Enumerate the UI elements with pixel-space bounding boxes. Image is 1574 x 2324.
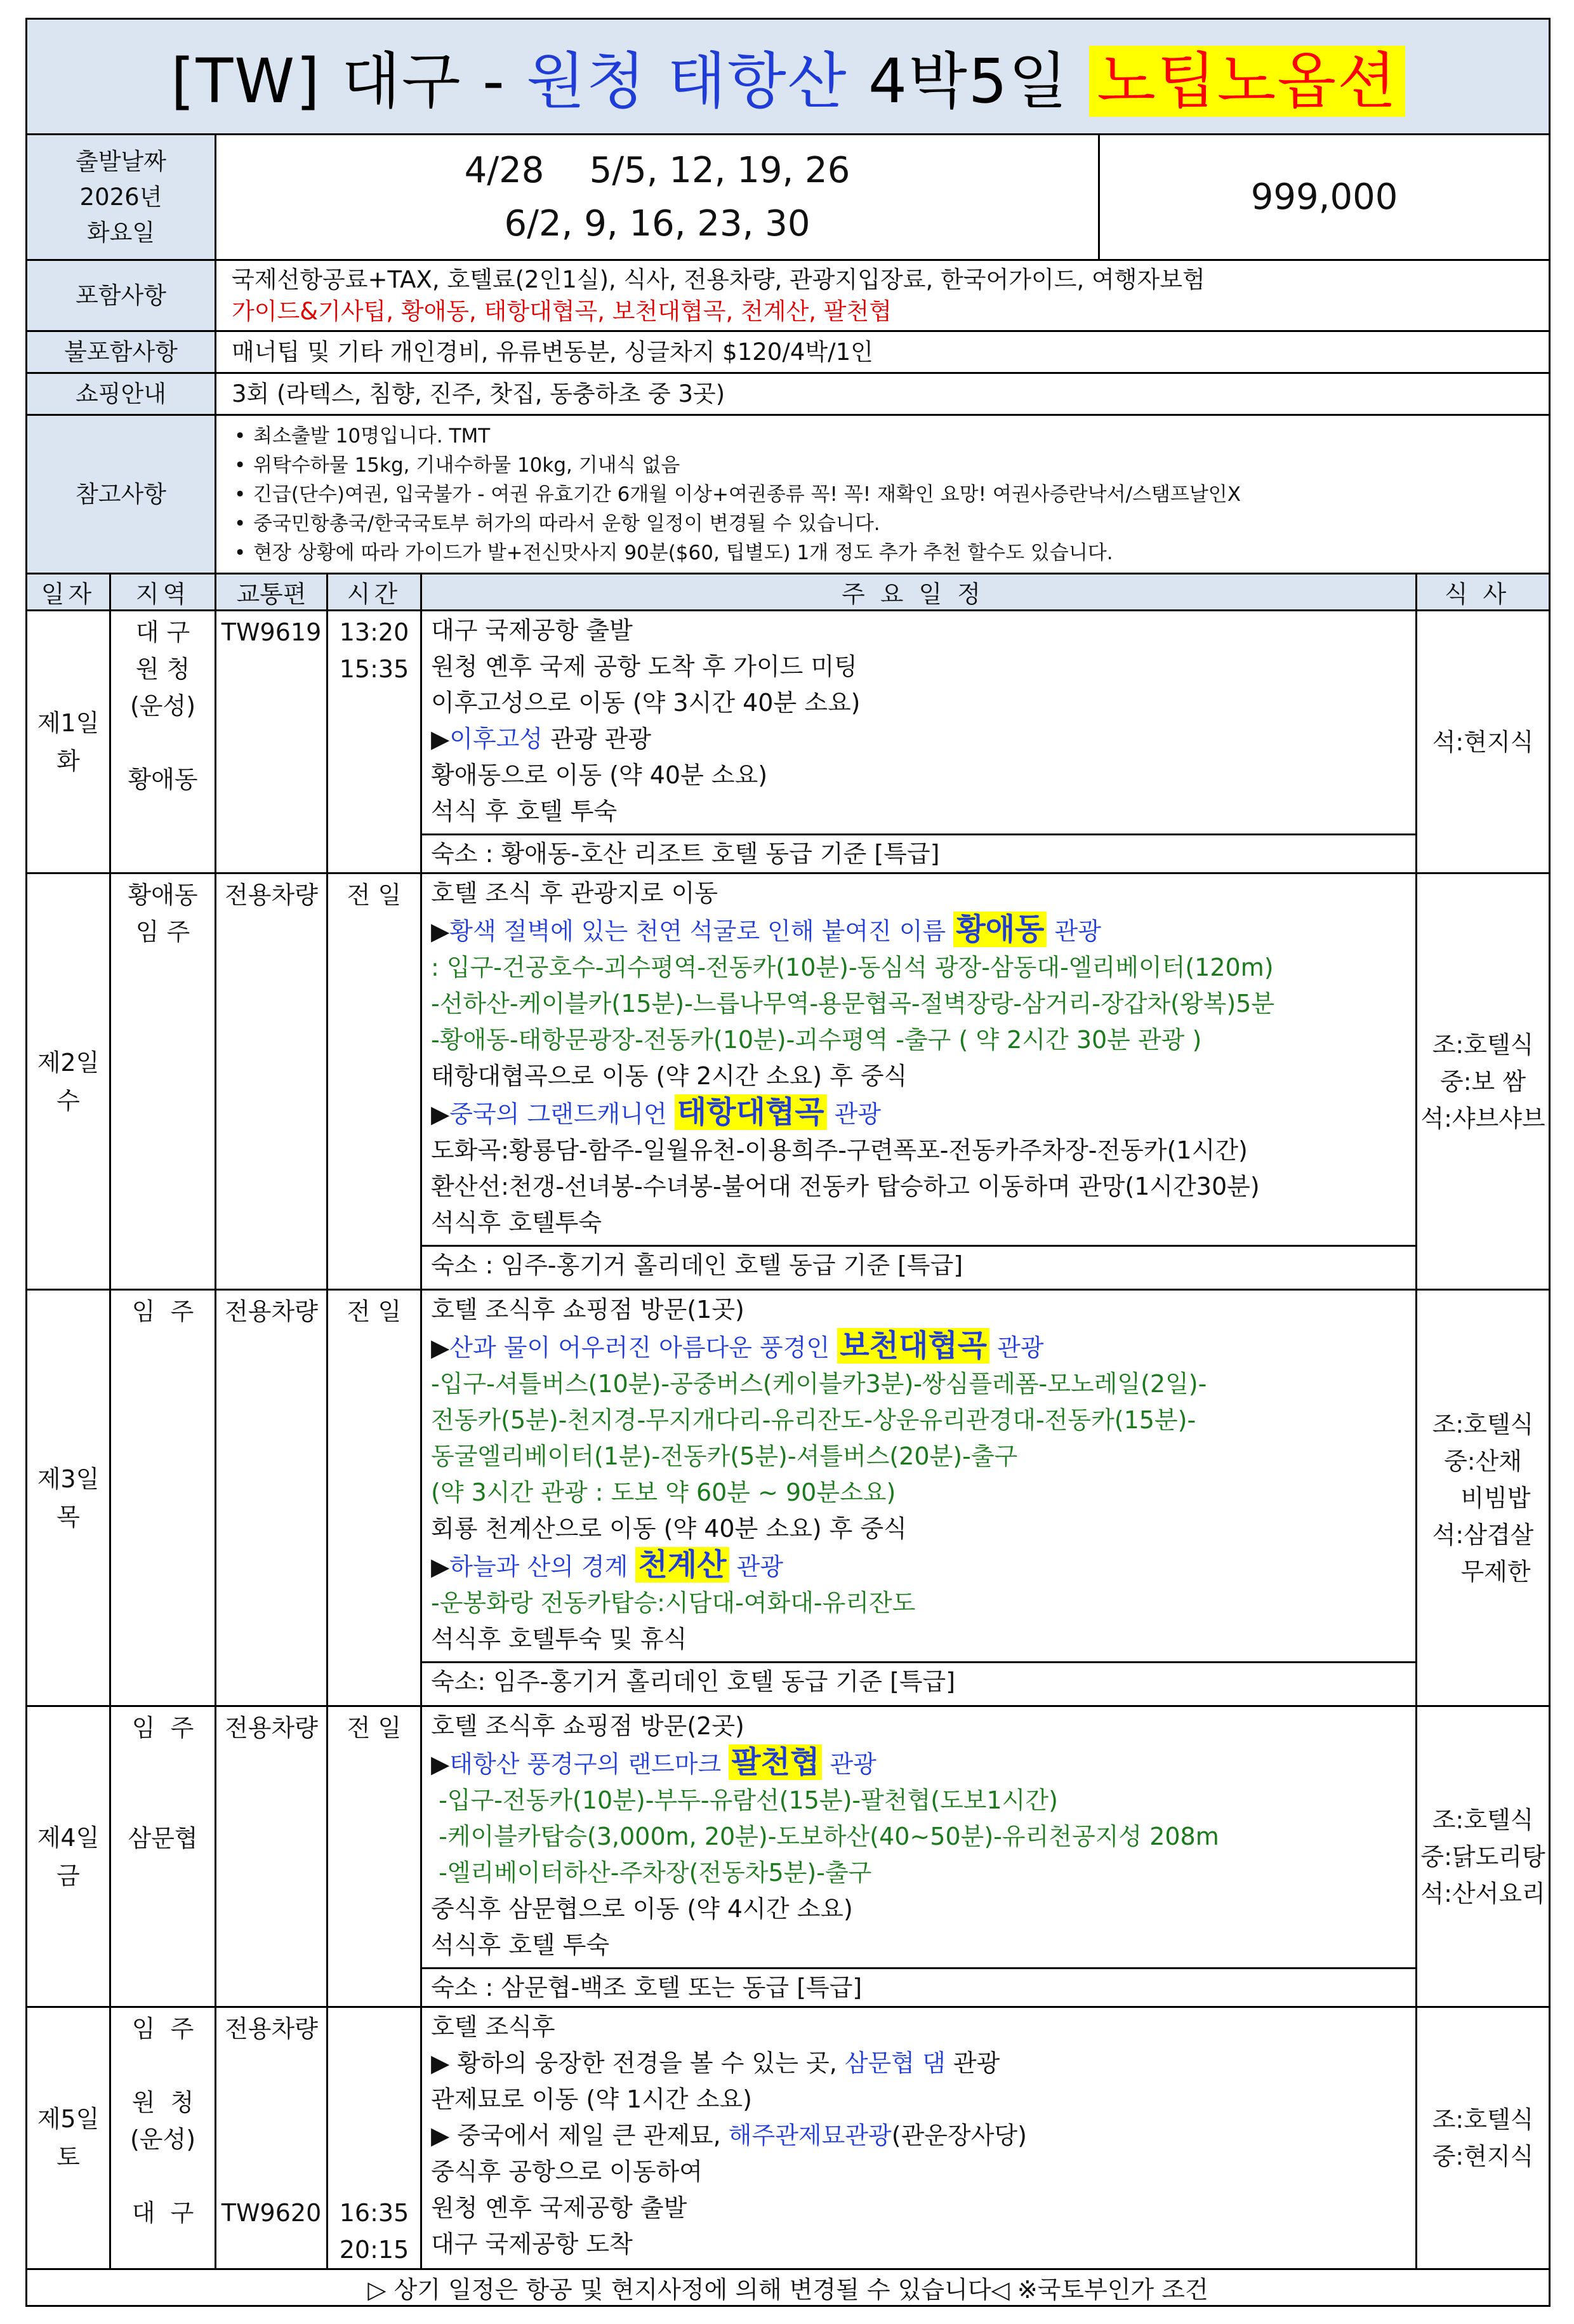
schedule-text: 관광	[1047, 917, 1101, 945]
day-3-transport: 전용차량	[216, 1290, 327, 1706]
hotel-info: 숙소 : 황애동-호산 리조트 호텔 동급 기준 [특급]	[422, 833, 1415, 872]
meal-item: 조:호텔식	[1432, 1030, 1534, 1059]
schedule-line: 이후고성으로 이동 (약 3시간 40분 소요)	[431, 689, 861, 717]
schedule-line: 환산선:천갱-선녀봉-수녀봉-불어대 전동카 탑승하고 이동하며 관망(1시간30분)	[431, 1172, 1260, 1200]
shopping-text: 3회 (라텍스, 침향, 진주, 찻집, 동충하초 중 3곳)	[216, 373, 1550, 415]
schedule-line: 석식후 호텔 투숙	[431, 1931, 610, 1959]
col-header-day: 일자	[27, 574, 110, 611]
day-3	[27, 1290, 110, 1706]
region-name: 임 주	[131, 1298, 194, 1325]
schedule-line: 중식후 삼문협으로 이동 (약 4시간 소요)	[431, 1895, 853, 1923]
region-name: 황애동	[128, 881, 198, 909]
departure-label-line: 화요일	[86, 218, 155, 246]
day-2-meal	[1417, 873, 1550, 1290]
transport-item: 전용차량	[225, 2015, 318, 2043]
hotel-info: 숙소 : 삼문협-백조 호텔 또는 동급 [특급]	[422, 1967, 1415, 2006]
schedule-line: 호텔 조식후 쇼핑점 방문(1곳)	[431, 1296, 744, 1324]
route-line: 동굴엘리베이터(1분)-전동카(5분)-셔틀버스(20분)-출구	[431, 1442, 1018, 1470]
schedule-text: 관광 관광	[543, 725, 652, 753]
attraction-desc: 산과 물이 어우러진 아름다운 풍경인	[449, 1334, 838, 1362]
schedule-line	[431, 1094, 1406, 1132]
day-4-time: 전 일	[327, 1706, 421, 2007]
schedule-text: 관광	[729, 1553, 784, 1581]
day-2-transport: 전용차량	[216, 873, 327, 1290]
region-name: 임 주	[135, 918, 190, 946]
meal-item: 조:호텔식	[1432, 1410, 1534, 1438]
day-5	[27, 2007, 110, 2269]
included-text	[216, 260, 1550, 331]
day-2-region	[110, 873, 216, 1290]
schedule-text: 관광	[822, 1750, 876, 1778]
route-line: -입구-셔틀버스(10분)-공중버스(케이블카3분)-쌍심플레폼-모노레일(2일)-	[431, 1370, 1207, 1398]
region-name: 삼문협	[128, 1824, 198, 1852]
departure-label	[27, 135, 216, 260]
note-item: • 최소출발 10명입니다. TMT	[232, 422, 1549, 451]
route-line: 전동카(5분)-천지경-무지개다리-유리잔도-상운유리관경대-전동카(15분)-	[431, 1406, 1196, 1434]
schedule-line	[431, 1547, 1406, 1585]
meal-item: 조:호텔식	[1432, 2106, 1534, 2134]
attraction-desc: 중국의 그랜드캐니언	[449, 1100, 675, 1128]
col-header-main: 주요일정	[421, 574, 1417, 611]
schedule-line: 회룡 천계산으로 이동 (약 40분 소요) 후 중식	[431, 1515, 907, 1543]
day-weekday: 토	[56, 2143, 80, 2171]
route-line: -황애동-태항문광장-전동카(10분)-괴수평역 -출구 ( 약 2시간 30분 관광 )	[431, 1026, 1202, 1054]
attraction-desc: 태항산 풍경구의 랜드마크	[449, 1750, 729, 1778]
footer-note: ▷ 상기 일정은 항공 및 현지사정에 의해 변경될 수 있습니다◁ ※국토부인가 조건	[27, 2269, 1550, 2306]
itinerary-sheet	[25, 18, 1549, 2303]
schedule-text: (관운장사당)	[891, 2121, 1027, 2149]
included-line-highlight: 가이드&기사팁, 황애동, 태항대협곡, 보천대협곡, 천계산, 팔천협	[232, 297, 892, 325]
meal-item: 석:현지식	[1432, 727, 1534, 756]
meal-item: 비빔밥	[1460, 1484, 1531, 1512]
schedule-line: 원청 옌후 국제공항 출발	[431, 2194, 687, 2222]
arrow-icon: ▶	[431, 1100, 450, 1128]
arrow-icon: ▶	[431, 1750, 450, 1778]
meal-item: 석:삼겹살	[1432, 1520, 1534, 1549]
day-1	[27, 611, 110, 873]
departure-label-line: 2026년	[79, 183, 162, 211]
attraction-name: 해주관제묘관광	[728, 2121, 892, 2149]
day-2	[27, 873, 110, 1290]
itinerary-table	[25, 18, 1551, 2307]
schedule-text: ▶ 중국에서 제일 큰 관제묘,	[431, 2121, 729, 2149]
day-4-schedule	[421, 1706, 1417, 2007]
day-5-meal	[1417, 2007, 1550, 2269]
day-2-time: 전 일	[327, 873, 421, 1290]
schedule-line: 원청 옌후 국제 공항 도착 후 가이드 미팅	[431, 653, 857, 681]
title-destination: 원청 태항산	[526, 46, 848, 117]
region-name: (운성)	[129, 692, 196, 720]
attraction-highlight: 천계산	[635, 1547, 729, 1583]
schedule-line: 석식후 호텔투숙	[431, 1209, 602, 1237]
day-1-region	[110, 611, 216, 873]
route-line: : 입구-건공호수-괴수평역-전동카(10분)-동심석 광장-삼동대-엘리베이터(120m)	[431, 953, 1274, 981]
day-4-transport: 전용차량	[216, 1706, 327, 2007]
attraction-highlight: 팔천협	[729, 1744, 822, 1780]
attraction-highlight: 태항대협곡	[675, 1094, 827, 1130]
schedule-line: 석식 후 호텔 투숙	[431, 797, 618, 825]
title-badge: 노팁노옵션	[1089, 46, 1405, 117]
day-number: 제2일	[37, 1048, 100, 1077]
meal-item: 중:닭도리탕	[1420, 1842, 1545, 1871]
meal-item: 석:샤브샤브	[1420, 1104, 1545, 1132]
price: 999,000	[1099, 135, 1550, 260]
schedule-text: 관광	[989, 1334, 1044, 1362]
col-header-region: 지역	[110, 574, 216, 611]
day-5-transport	[216, 2007, 327, 2269]
col-header-meal: 식사	[1417, 574, 1550, 611]
attraction-desc: 황색 절벽에 있는 천연 석굴로 인해 붙여진 이름	[449, 917, 954, 945]
region-name: 임 주	[131, 2015, 194, 2043]
day-number: 제1일	[37, 708, 100, 737]
arrow-icon: ▶	[431, 725, 450, 753]
excluded-label: 불포함사항	[27, 331, 216, 373]
day-4-region	[110, 1706, 216, 2007]
day-1-transport: TW9619	[216, 611, 327, 873]
flight-number: TW9620	[221, 2199, 322, 2227]
schedule-line	[431, 912, 1406, 950]
col-header-time: 시간	[327, 574, 421, 611]
day-2-schedule	[421, 873, 1417, 1290]
day-4-meal	[1417, 1706, 1550, 2007]
schedule-line: 중식후 공항으로 이동하여	[431, 2158, 703, 2186]
included-line: 국제선항공료+TAX, 호텔료(2인1실), 식사, 전용차량, 관광지입장료, 한국어가이드, 여행자보험	[232, 265, 1205, 293]
day-weekday: 목	[56, 1503, 80, 1531]
day-weekday: 화	[56, 747, 80, 775]
title-duration: 4박5일	[847, 46, 1090, 117]
day-3-meal	[1417, 1290, 1550, 1706]
schedule-line: 호텔 조식후	[431, 2013, 555, 2041]
route-line: -엘리베이터하산-주차장(전동차5분)-출구	[431, 1859, 872, 1887]
day-1-time	[327, 611, 421, 873]
region-name: 황애동	[128, 766, 198, 793]
note-item: • 긴급(단수)여권, 입국불가 - 여권 유효기간 6개월 이상+여권종류 꼭! 꼭! 재확인 요망! 여권사증란낙서/스탬프날인X	[232, 480, 1549, 509]
meal-item: 조:호텔식	[1432, 1805, 1534, 1834]
schedule-line: 호텔 조식 후 관광지로 이동	[431, 879, 718, 907]
attraction-name: 삼문협 댐	[844, 2049, 946, 2077]
meal-item: 무제한	[1460, 1557, 1531, 1586]
departure-label-line: 출발날짜	[76, 147, 166, 175]
region-name: 대 구	[135, 618, 190, 646]
schedule-line: 관제묘로 이동 (약 1시간 소요)	[431, 2085, 752, 2113]
col-header-transport: 교통편	[216, 574, 327, 611]
meal-item: 석:산서요리	[1420, 1879, 1545, 1908]
attraction-highlight: 황애동	[953, 912, 1047, 947]
hotel-info: 숙소 : 임주-홍기거 홀리데인 호텔 동급 기준 [특급]	[422, 1245, 1415, 1284]
schedule-line: 태항대협곡으로 이동 (약 2시간 소요) 후 중식	[431, 1062, 908, 1090]
flight-time: 15:35	[339, 655, 409, 683]
region-name: 원 청	[135, 655, 190, 683]
region-name: (운성)	[129, 2125, 196, 2153]
schedule-line: 호텔 조식후 쇼핑점 방문(2곳)	[431, 1712, 744, 1740]
dates-line: 4/28 5/5, 12, 19, 26	[464, 149, 850, 191]
day-4	[27, 1706, 110, 2007]
route-line: (약 3시간 관광 : 도보 약 60분 ~ 90분소요)	[431, 1478, 896, 1506]
day-5-schedule	[421, 2007, 1417, 2269]
shopping-label: 쇼핑안내	[27, 373, 216, 415]
schedule-line: 도화곡:황룡담-함주-일월유천-이용희주-구련폭포-전동카주차장-전동카(1시간)	[431, 1136, 1248, 1164]
route-line: -입구-전동카(10분)-부두-유람선(15분)-팔천협(도보1시간)	[431, 1786, 1058, 1814]
meal-item: 중:보 쌈	[1440, 1067, 1526, 1096]
schedule-line	[431, 2118, 1406, 2154]
route-line: -케이블카탑승(3,000m, 20분)-도보하산(40~50분)-유리천공지성 208m	[431, 1823, 1219, 1850]
flight-time: 13:20	[339, 618, 409, 646]
schedule-line	[431, 1744, 1406, 1783]
attraction-name: 이후고성	[449, 725, 543, 753]
day-number: 제4일	[37, 1823, 100, 1852]
day-number: 제3일	[37, 1464, 100, 1493]
schedule-text: 관광	[945, 2049, 1000, 2077]
region-name: 대 구	[131, 2199, 194, 2227]
schedule-line	[431, 721, 1406, 757]
note-item: • 현장 상황에 따라 가이드가 발+전신맛사지 90분($60, 팁별도) 1개 정도 추가 추천 할수도 있습니다.	[232, 538, 1549, 568]
meal-item: 중:산채	[1444, 1447, 1522, 1475]
arrow-icon: ▶	[431, 1553, 450, 1581]
schedule-text: 관광	[826, 1100, 882, 1128]
flight-time: 20:15	[339, 2236, 409, 2264]
day-weekday: 수	[56, 1086, 80, 1115]
included-label: 포함사항	[27, 260, 216, 331]
arrow-icon: ▶	[431, 917, 450, 945]
notes-list	[216, 415, 1550, 574]
day-3-region	[110, 1290, 216, 1706]
route-line: -선하산-케이블카(15분)-느릅나무역-용문협곡-절벽장랑-삼거리-장갑차(왕복)5분	[431, 990, 1275, 1018]
departure-dates	[216, 135, 1099, 260]
route-line: -운봉화랑 전동카탑승:시담대-여화대-유리잔도	[431, 1589, 916, 1617]
day-1-schedule	[421, 611, 1417, 873]
schedule-line: 석식후 호텔투숙 및 휴식	[431, 1625, 687, 1653]
schedule-line: 대구 국제공항 도착	[431, 2230, 633, 2258]
attraction-desc: 하늘과 산의 경계	[449, 1553, 636, 1581]
note-item: • 중국민항총국/한국국토부 허가의 따라서 운항 일정이 변경될 수 있습니다.	[232, 509, 1549, 538]
schedule-text: ▶ 황하의 웅장한 전경을 볼 수 있는 곳,	[431, 2049, 845, 2077]
excluded-text: 매너팁 및 기타 개인경비, 유류변동분, 싱글차지 $120/4박/1인	[216, 331, 1550, 373]
day-5-time	[327, 2007, 421, 2269]
day-1-meal	[1417, 611, 1550, 873]
title-prefix: [TW] 대구 -	[171, 46, 527, 117]
arrow-icon: ▶	[431, 1334, 450, 1362]
schedule-line	[431, 1328, 1406, 1366]
day-5-region	[110, 2007, 216, 2269]
notes-label: 참고사항	[27, 415, 216, 574]
region-name: 원 청	[131, 2088, 194, 2116]
day-3-schedule	[421, 1290, 1417, 1706]
day-number: 제5일	[37, 2105, 100, 2133]
attraction-highlight: 보천대협곡	[837, 1328, 989, 1364]
schedule-line: 대구 국제공항 출발	[431, 616, 633, 644]
flight-time: 16:35	[339, 2199, 409, 2227]
meal-item: 중:현지식	[1432, 2142, 1534, 2170]
day-3-time: 전 일	[327, 1290, 421, 1706]
schedule-line	[431, 2045, 1406, 2082]
page-title	[27, 19, 1550, 135]
day-weekday: 금	[56, 1861, 80, 1890]
hotel-info: 숙소: 임주-홍기거 홀리데인 호텔 동급 기준 [특급]	[422, 1661, 1415, 1700]
region-name: 임 주	[131, 1714, 194, 1742]
dates-line: 6/2, 9, 16, 23, 30	[504, 203, 810, 244]
note-item: • 위탁수하물 15kg, 기내수하물 10kg, 기내식 없음	[232, 451, 1549, 480]
schedule-line: 황애동으로 이동 (약 40분 소요)	[431, 761, 768, 789]
